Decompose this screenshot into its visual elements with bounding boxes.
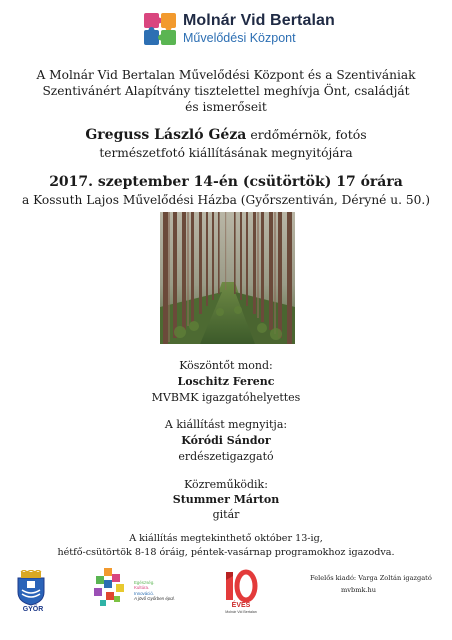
gyor-label: GYŐR xyxy=(22,606,44,613)
artist-line xyxy=(0,127,452,143)
gyor-slogan-line: Egészség. xyxy=(134,580,155,585)
program-name-2: Kóródi Sándor xyxy=(181,434,271,447)
program-heading-1: Köszöntőt mond: xyxy=(179,359,273,372)
colorful-puzzle-logo-icon xyxy=(90,566,130,608)
forest-photo xyxy=(160,212,295,344)
program-heading-3: Közreműködik: xyxy=(184,478,268,491)
invitation-line-1: A Molnár Vid Bertalan Művelődési Központ és a Szentivániak xyxy=(36,68,416,82)
program-heading-2: A kiállítást megnyitja: xyxy=(164,418,288,431)
info-line-2: hétfő-csütörtök 8-18 óráig, péntek-vasárnap programokhoz igazodva. xyxy=(57,547,395,558)
logo-title: Molnár Vid Bertalan xyxy=(183,12,335,29)
artist-name: Greguss László Géza xyxy=(85,127,247,143)
gyor-slogan-line: A jövő Győrben épül. xyxy=(134,595,175,601)
info-line-1: A kiállítás megtekinthető október 13-ig, xyxy=(129,533,323,544)
program-name-3: Stummer Márton xyxy=(172,493,280,506)
gyor-crest-icon xyxy=(14,570,48,606)
gyor-slogan xyxy=(134,580,175,601)
program-role-1: MVBMK igazgatóhelyettes xyxy=(151,391,301,404)
publisher-note: Felelős kiadó: Varga Zoltán igazgató xyxy=(310,574,432,582)
program-role-3: gitár xyxy=(212,508,240,521)
program-role-2: erdészetigazgató xyxy=(178,450,274,463)
invitation-line-3: és ismerőseit xyxy=(185,100,267,114)
event-description: természetfotó kiállításának megnyitójára xyxy=(99,146,353,160)
invitation-line-2: Szentivánért Alapítvány tisztelettel meghívja Önt, családját xyxy=(42,84,410,98)
gyor-slogan-line: Innováció. xyxy=(134,590,155,596)
logo-subtitle: Művelődési Központ xyxy=(183,31,296,45)
artist-title: erdőmérnök, fotós xyxy=(246,127,367,142)
anniversary-sub: Molnár Vid Bertalan xyxy=(225,610,257,614)
puzzle-logo-icon xyxy=(143,12,177,46)
website-link[interactable]: mvbmk.hu xyxy=(341,586,377,594)
gyor-slogan-line: Kultúra. xyxy=(134,585,150,591)
anniversary-label: ÉVES xyxy=(231,602,251,609)
event-venue: a Kossuth Lajos Művelődési Házba (Győrszentiván, Déryné u. 50.) xyxy=(22,193,430,207)
program-name-1: Loschitz Ferenc xyxy=(177,375,275,388)
event-datetime: 2017. szeptember 14-én (csütörtök) 17 órára xyxy=(49,174,403,190)
